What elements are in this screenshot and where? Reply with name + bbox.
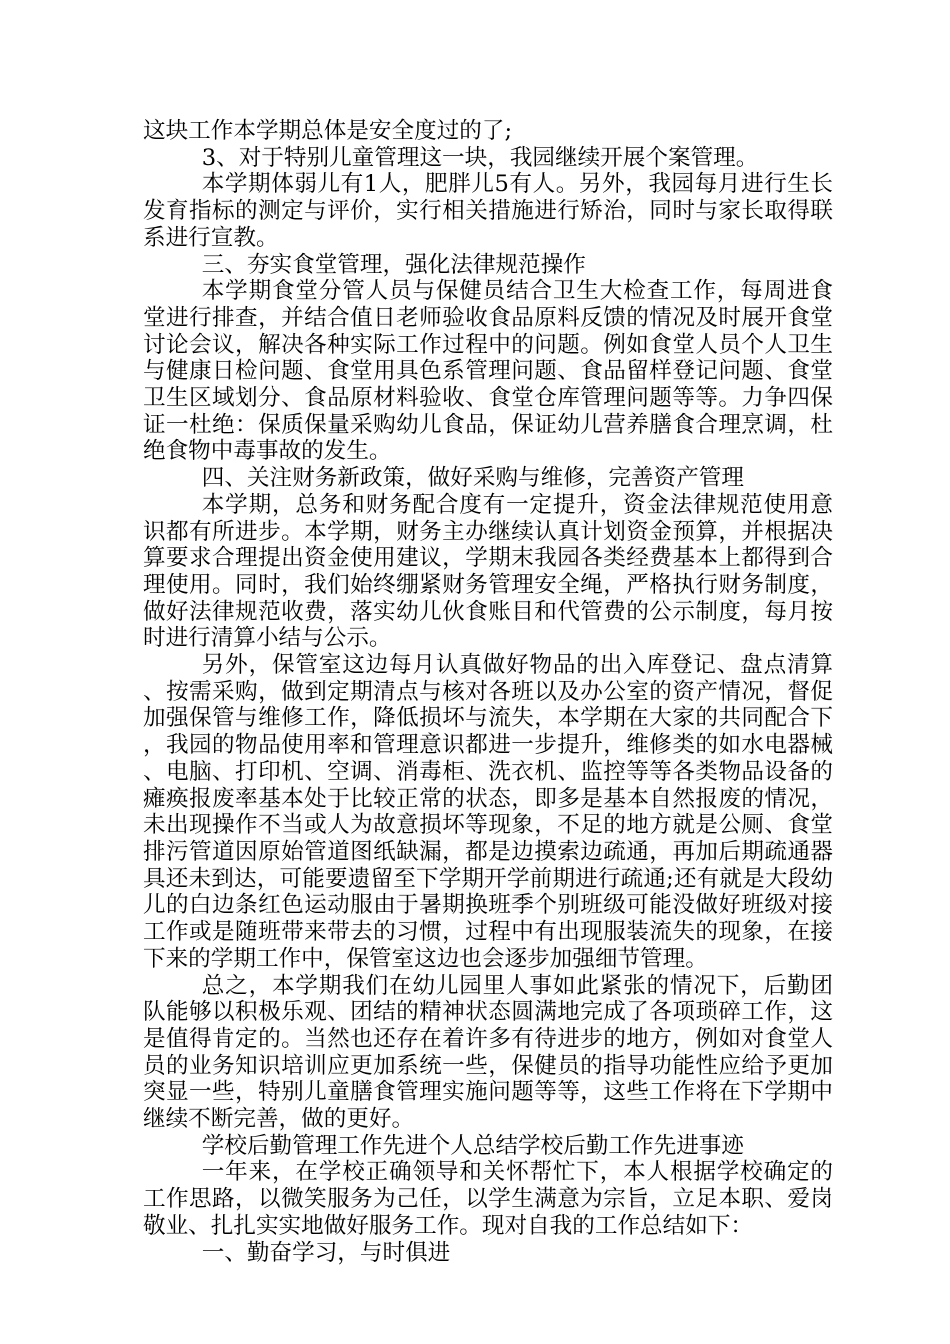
paragraph-4: 本学期食堂分管人员与保健员结合卫生大检查工作，每周进食堂进行排查，并结合值日老师验收食品原料反馈的情况及时展开食堂讨论会议，解决各种实际工作过程中的问题。例如食堂人员个人卫生与健康日检问题、食堂用具色系管理问题、食品留样登记问题、食堂卫生区域划分、食品原材料验收、食堂仓库管理问题等等。力争四保证一杜绝：保质保量采购幼儿食品，保证幼儿营养膳食合理烹调，杜绝食物中毒事故的发生。: [143, 278, 833, 465]
article-title: 学校后勤管理工作先进个人总结学校后勤工作先进事迹: [201, 1132, 744, 1159]
section-heading-4: 四、关注财务新政策，做好采购与维修，完善资产管理: [201, 465, 744, 492]
paragraph-1: 这块工作本学期总体是安全度过的了;: [143, 118, 513, 144]
paragraph-3: 本学期体弱儿有1人，肥胖儿5有人。另外，我园每月进行生长发育指标的测定与评价，实行相关措施进行矫治，同时与家长取得联系进行宣教。: [143, 171, 833, 251]
section-heading-3: 三、夯实食堂管理，强化法律规范操作: [201, 251, 586, 278]
document-body: [143, 118, 833, 1266]
paragraph-2: 3、对于特别儿童管理这一块，我园继续开展个案管理。: [201, 144, 759, 171]
paragraph-5: 本学期，总务和财务配合度有一定提升，资金法律规范使用意识都有所进步。本学期，财务主办继续认真计划资金预算，并根据决算要求合理提出资金使用建议，学期末我园各类经费基本上都得到合理使用。同时，我们始终绷紧财务管理安全绳，严格执行财务制度，做好法律规范收费，落实幼儿伙食账目和代管费的公示制度，每月按时进行清算小结与公示。: [143, 491, 833, 652]
paragraph-6: 另外，保管室这边每月认真做好物品的出入库登记、盘点清算、按需采购，做到定期清点与核对各班以及办公室的资产情况，督促加强保管与维修工作，降低损坏与流失，本学期在大家的共同配合下，我园的物品使用率和管理意识都进一步提升，维修类的如水电器械、电脑、打印机、空调、消毒柜、洗衣机、监控等等各类物品设备的瘫痪报废率基本处于比较正常的状态，即多是基本自然报废的情况，未出现操作不当或人为故意损坏等现象，不足的地方就是公厕、食堂排污管道因原始管道图纸缺漏，都是边摸索边疏通，再加后期疏通器具还未到达，可能要遗留至下学期开学前期进行疏通;还有就是大段幼儿的白边条红色运动服由于暑期换班季个别班级可能没做好班级对接工作或是随班带来带去的习惯，过程中有出现服装流失的现象，在接下来的学期工作中，保管室这边也会逐步加强细节管理。: [143, 652, 833, 972]
paragraph-7: 总之，本学期我们在幼儿园里人事如此紧张的情况下，后勤团队能够以积极乐观、团结的精神状态圆满地完成了各项琐碎工作，这是值得肯定的。当然也还存在着许多有待进步的地方，例如对食堂人员的业务知识培训应更加系统一些，保健员的指导功能性应给予更加突显一些，特别儿童膳食管理实施问题等等，这些工作将在下学期中继续不断完善，做的更好。: [143, 972, 833, 1133]
section-heading-1: 一、勤奋学习，与时俱进: [201, 1239, 451, 1266]
paragraph-8: 一年来，在学校正确领导和关怀帮忙下，本人根据学校确定的工作思路，以微笑服务为己任，以学生满意为宗旨，立足本职、爱岗敬业、扎扎实实地做好服务工作。现对自我的工作总结如下：: [143, 1159, 833, 1239]
